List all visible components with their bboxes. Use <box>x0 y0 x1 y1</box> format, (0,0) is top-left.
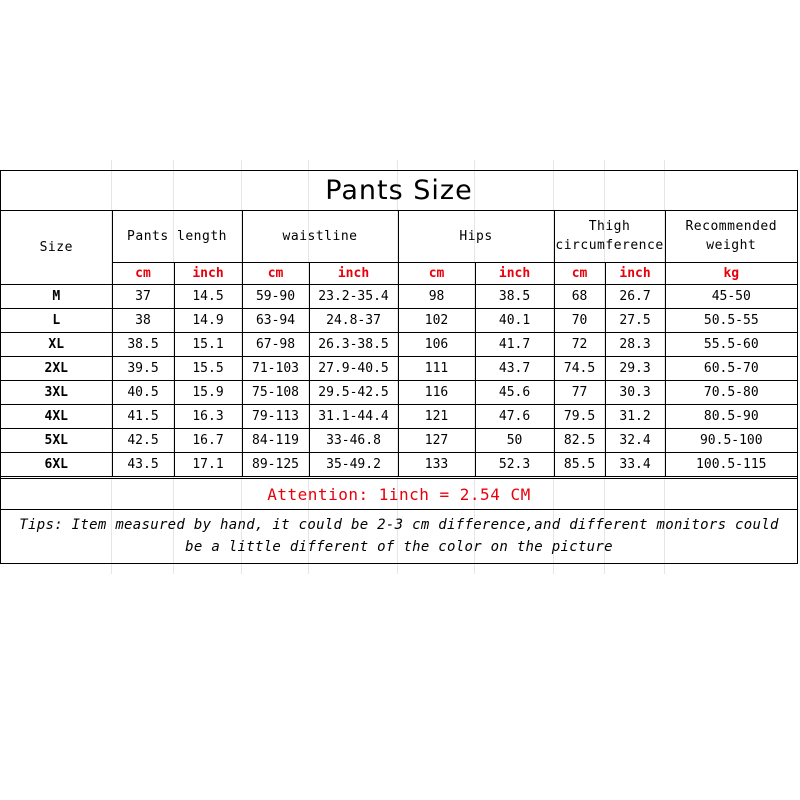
table-cell: 133 <box>398 452 475 476</box>
table-row <box>1 284 797 308</box>
table-cell: 28.3 <box>605 332 665 356</box>
table-cell: 79.5 <box>554 404 605 428</box>
table-cell: 55.5-60 <box>665 332 797 356</box>
chart-title: Pants Size <box>1 171 797 211</box>
table-cell: 15.5 <box>174 356 242 380</box>
table-cell: 27.9-40.5 <box>309 356 398 380</box>
table-cell: 38.5 <box>112 332 174 356</box>
table-cell: 40.5 <box>112 380 174 404</box>
table-cell: 42.5 <box>112 428 174 452</box>
table-cell: 41.7 <box>475 332 554 356</box>
table-cell: 45.6 <box>475 380 554 404</box>
table-cell: 68 <box>554 284 605 308</box>
table-cell: 82.5 <box>554 428 605 452</box>
table-cell: 50.5-55 <box>665 308 797 332</box>
unit-label: inch <box>475 262 554 284</box>
header-size: Size <box>1 211 112 284</box>
unit-label: inch <box>309 262 398 284</box>
table-cell: 16.3 <box>174 404 242 428</box>
table-cell: 70 <box>554 308 605 332</box>
size-label: M <box>1 284 112 308</box>
table-cell: 79-113 <box>242 404 309 428</box>
table-cell: 14.5 <box>174 284 242 308</box>
table-body <box>1 284 797 476</box>
table-cell: 24.8-37 <box>309 308 398 332</box>
table-cell: 100.5-115 <box>665 452 797 476</box>
size-label: 3XL <box>1 380 112 404</box>
unit-label: cm <box>398 262 475 284</box>
table-cell: 59-90 <box>242 284 309 308</box>
tips-note: Tips: Item measured by hand, it could be 2-3 cm difference,and different monitors could be a little different of the color on the picture <box>19 517 779 555</box>
table-cell: 116 <box>398 380 475 404</box>
table-row <box>1 380 797 404</box>
table-cell: 77 <box>554 380 605 404</box>
table-cell: 29.3 <box>605 356 665 380</box>
table-cell: 29.5-42.5 <box>309 380 398 404</box>
table-cell: 98 <box>398 284 475 308</box>
table-cell: 43.7 <box>475 356 554 380</box>
header-waistline: waistline <box>242 211 398 262</box>
table-cell: 32.4 <box>605 428 665 452</box>
header-hips: Hips <box>398 211 554 262</box>
header-thigh: Thigh circumference <box>554 211 665 262</box>
size-chart <box>0 170 798 564</box>
table-cell: 85.5 <box>554 452 605 476</box>
table-cell: 27.5 <box>605 308 665 332</box>
header-weight: Recommended weight <box>665 211 797 262</box>
table-cell: 90.5-100 <box>665 428 797 452</box>
table-cell: 31.1-44.4 <box>309 404 398 428</box>
table-cell: 40.1 <box>475 308 554 332</box>
table-cell: 38.5 <box>475 284 554 308</box>
table-row <box>1 308 797 332</box>
size-label: L <box>1 308 112 332</box>
header-pants-length: Pants length <box>112 211 242 262</box>
table-row <box>1 428 797 452</box>
size-label: 2XL <box>1 356 112 380</box>
table-cell: 39.5 <box>112 356 174 380</box>
table-cell: 60.5-70 <box>665 356 797 380</box>
table-cell: 89-125 <box>242 452 309 476</box>
table-cell: 26.3-38.5 <box>309 332 398 356</box>
table-cell: 121 <box>398 404 475 428</box>
table-cell: 15.9 <box>174 380 242 404</box>
table-cell: 14.9 <box>174 308 242 332</box>
table-cell: 31.2 <box>605 404 665 428</box>
unit-label: cm <box>242 262 309 284</box>
table-cell: 80.5-90 <box>665 404 797 428</box>
table-cell: 71-103 <box>242 356 309 380</box>
unit-label: inch <box>174 262 242 284</box>
table-cell: 72 <box>554 332 605 356</box>
table-cell: 52.3 <box>475 452 554 476</box>
table-cell: 30.3 <box>605 380 665 404</box>
unit-row <box>1 262 797 284</box>
size-label: XL <box>1 332 112 356</box>
table-cell: 33-46.8 <box>309 428 398 452</box>
table-cell: 106 <box>398 332 475 356</box>
table-row <box>1 404 797 428</box>
table-cell: 127 <box>398 428 475 452</box>
table-cell: 15.1 <box>174 332 242 356</box>
table-cell: 23.2-35.4 <box>309 284 398 308</box>
attention-note: Attention: 1inch = 2.54 CM <box>1 478 797 510</box>
unit-label: kg <box>665 262 797 284</box>
size-label: 4XL <box>1 404 112 428</box>
size-table <box>1 211 797 477</box>
table-cell: 38 <box>112 308 174 332</box>
table-cell: 50 <box>475 428 554 452</box>
table-cell: 17.1 <box>174 452 242 476</box>
table-cell: 33.4 <box>605 452 665 476</box>
table-cell: 74.5 <box>554 356 605 380</box>
table-cell: 70.5-80 <box>665 380 797 404</box>
size-label: 5XL <box>1 428 112 452</box>
table-cell: 63-94 <box>242 308 309 332</box>
table-cell: 45-50 <box>665 284 797 308</box>
table-cell: 26.7 <box>605 284 665 308</box>
table-cell: 47.6 <box>475 404 554 428</box>
table-cell: 75-108 <box>242 380 309 404</box>
unit-label: inch <box>605 262 665 284</box>
table-row <box>1 356 797 380</box>
header-row <box>1 211 797 262</box>
size-label: 6XL <box>1 452 112 476</box>
table-cell: 102 <box>398 308 475 332</box>
unit-label: cm <box>112 262 174 284</box>
unit-label: cm <box>554 262 605 284</box>
table-cell: 41.5 <box>112 404 174 428</box>
table-row <box>1 452 797 476</box>
table-cell: 37 <box>112 284 174 308</box>
table-cell: 43.5 <box>112 452 174 476</box>
table-row <box>1 332 797 356</box>
table-cell: 35-49.2 <box>309 452 398 476</box>
table-cell: 67-98 <box>242 332 309 356</box>
table-cell: 16.7 <box>174 428 242 452</box>
table-cell: 111 <box>398 356 475 380</box>
table-cell: 84-119 <box>242 428 309 452</box>
